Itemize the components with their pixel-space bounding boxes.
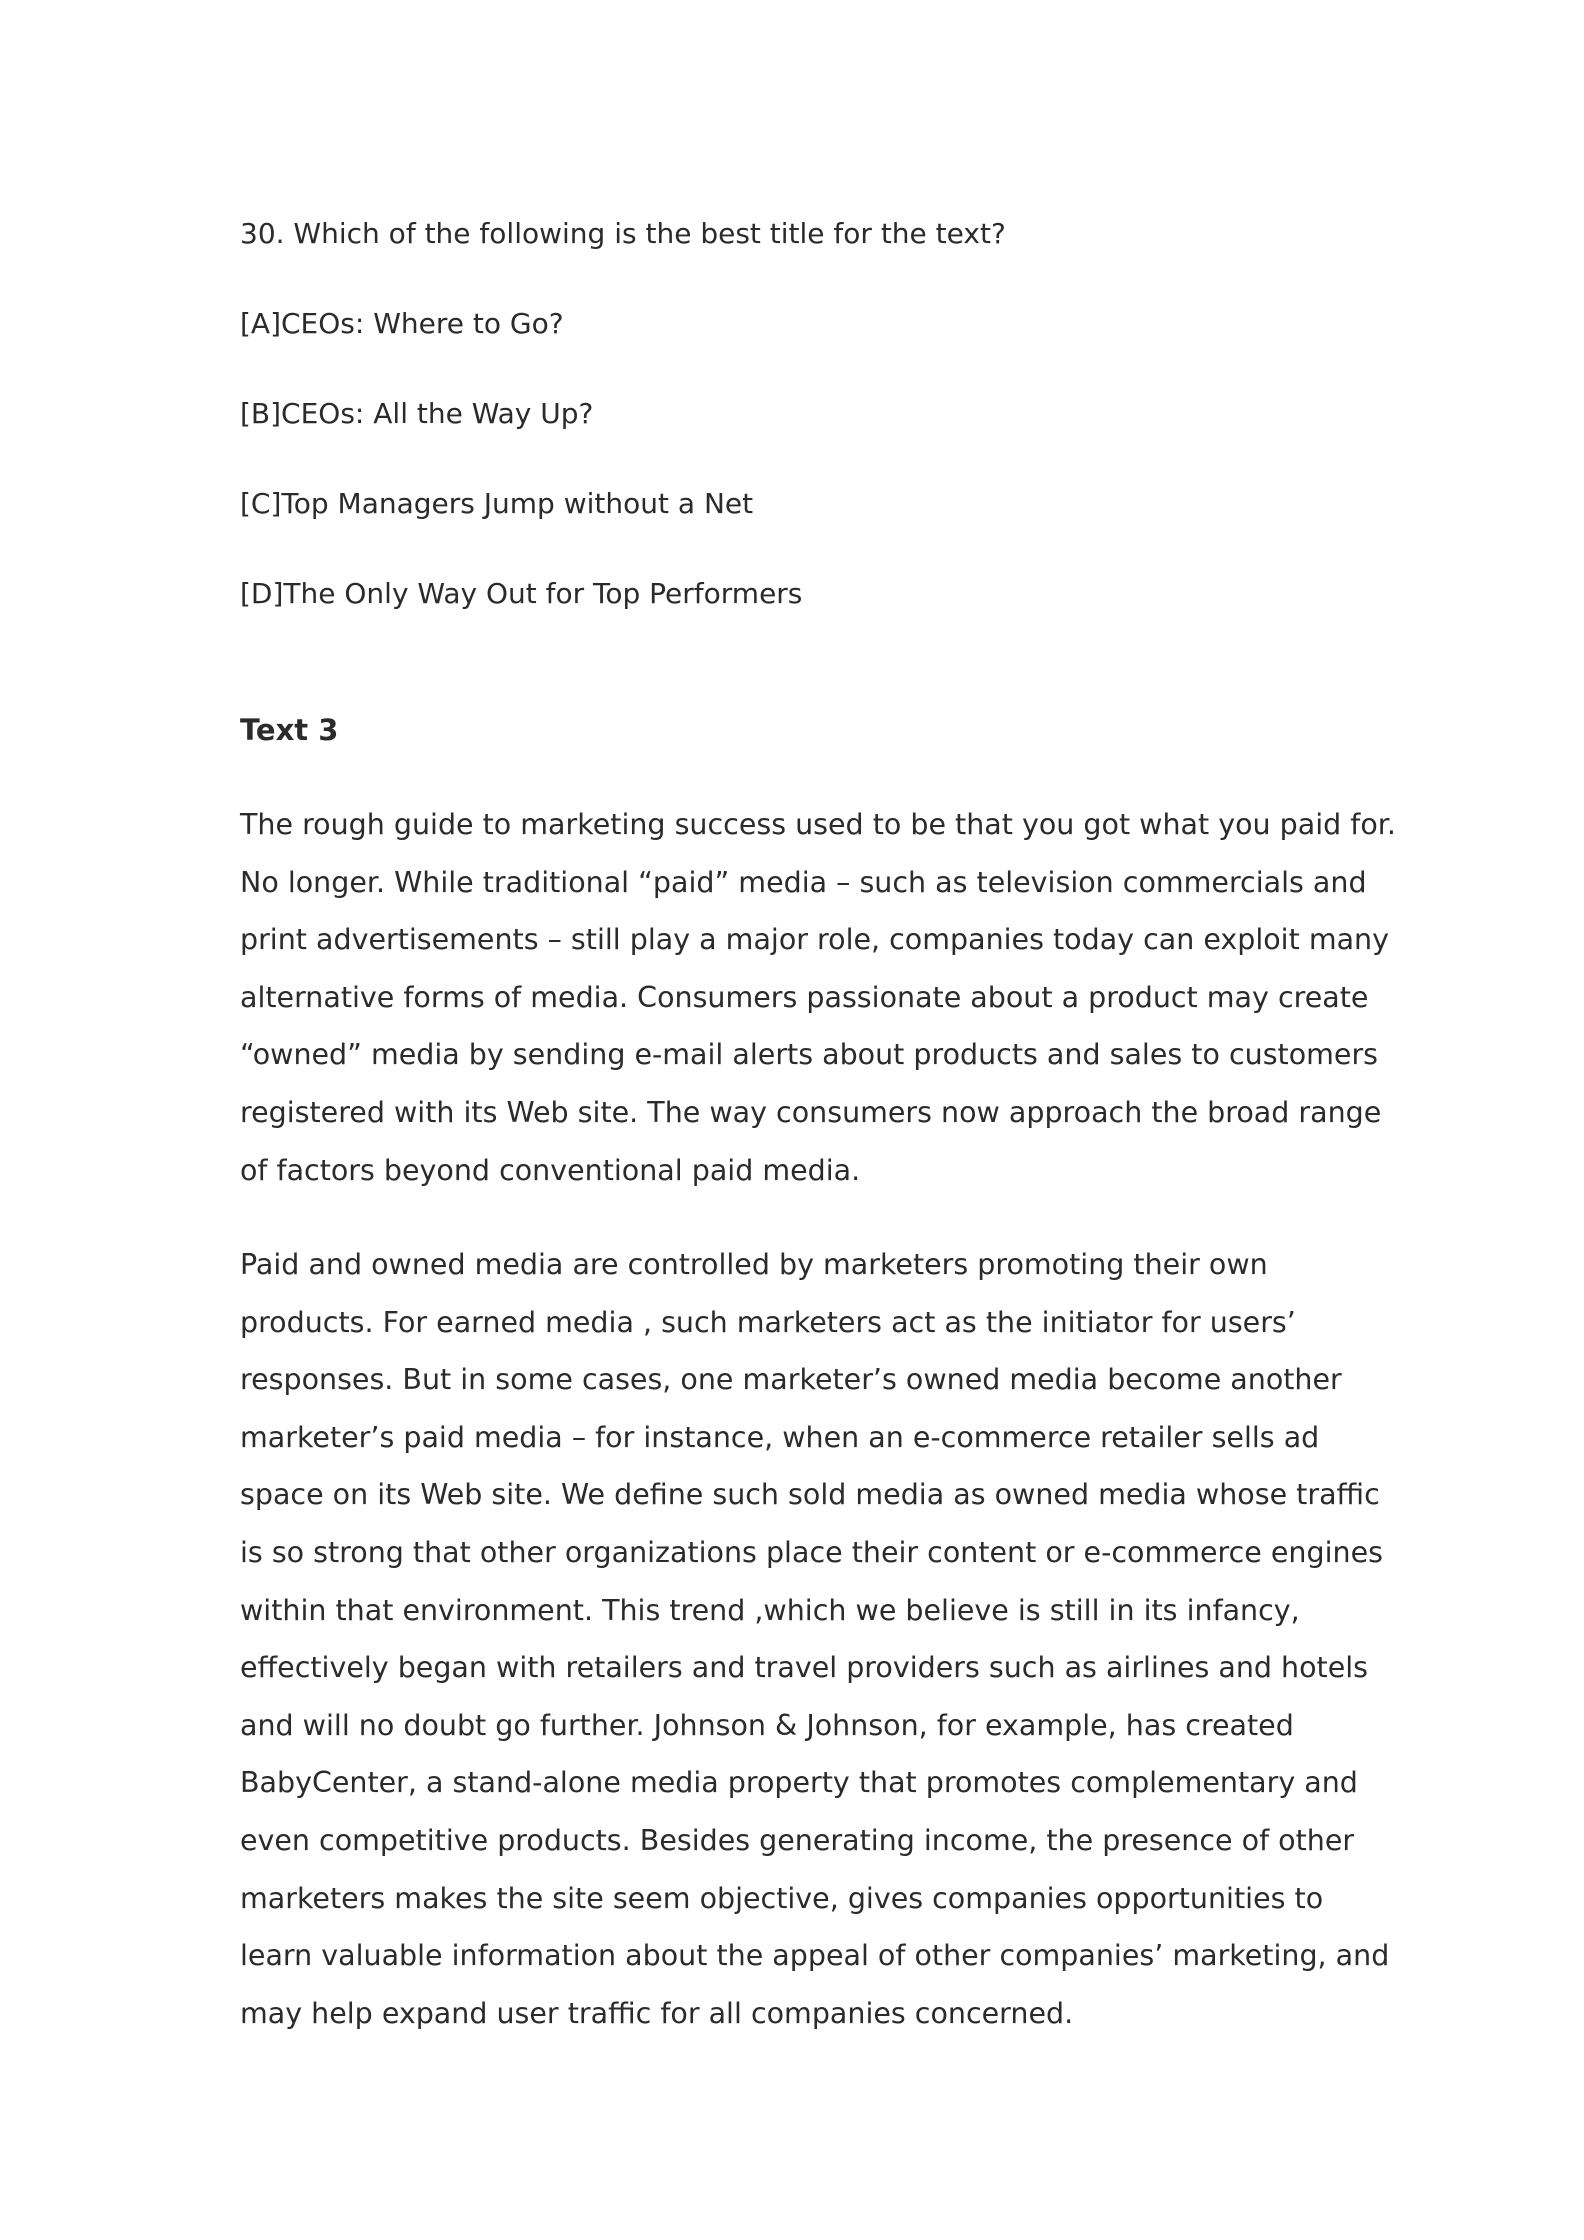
paragraph-line: space on its Web site. We define such sold media as owned media whose traffic xyxy=(240,1478,1380,1512)
paragraph-line: alternative forms of media. Consumers passionate about a product may create xyxy=(240,980,1369,1014)
paragraph-line: within that environment. This trend ,which we believe is still in its infancy, xyxy=(240,1593,1300,1627)
paragraph-line: The rough guide to marketing success used to be that you got what you paid for. xyxy=(240,808,1396,841)
section-heading: Text 3 xyxy=(240,713,339,747)
paragraph-line: marketer’s paid media – for instance, when an e-commerce retailer sells ad xyxy=(240,1420,1320,1454)
option-d: [D]The Only Way Out for Top Performers xyxy=(240,577,803,610)
paragraph-line: effectively began with retailers and travel providers such as airlines and hotels xyxy=(240,1651,1369,1685)
option-b: [B]CEOs: All the Way Up? xyxy=(240,397,594,430)
paragraph-line: and will no doubt go further. Johnson & Johnson, for example, has created xyxy=(240,1708,1294,1742)
paragraph-line: Paid and owned media are controlled by marketers promoting their own xyxy=(240,1248,1268,1281)
paragraph-line: responses. But in some cases, one marketer’s owned media become another xyxy=(240,1363,1342,1397)
paragraph-line: even competitive products. Besides generating income, the presence of other xyxy=(240,1823,1355,1857)
paragraph-1 xyxy=(240,796,1396,1199)
paragraph-line: marketers makes the site seem objective, gives companies opportunities to xyxy=(240,1881,1324,1915)
paragraph-line: “owned” media by sending e-mail alerts about products and sales to customers xyxy=(240,1038,1379,1072)
paragraph-line: registered with its Web site. The way consumers now approach the broad range xyxy=(240,1095,1382,1129)
paragraph-line: No longer. While traditional “paid” media – such as television commercials and xyxy=(240,865,1367,899)
paragraph-2 xyxy=(240,1236,1390,2042)
paragraph-line: may help expand user traffic for all companies concerned. xyxy=(240,1996,1074,2030)
paragraph-line: is so strong that other organizations place their content or e-commerce engines xyxy=(240,1535,1383,1569)
paragraph-line: of factors beyond conventional paid media. xyxy=(240,1153,861,1187)
paragraph-line: print advertisements – still play a major role, companies today can exploit many xyxy=(240,923,1389,957)
option-c: [C]Top Managers Jump without a Net xyxy=(240,487,754,520)
question-stem: 30. Which of the following is the best title for the text? xyxy=(240,217,1006,250)
option-a: [A]CEOs: Where to Go? xyxy=(240,307,564,340)
paragraph-line: BabyCenter, a stand-alone media property that promotes complementary and xyxy=(240,1766,1358,1800)
paragraph-line: products. For earned media , such marketers act as the initiator for users’ xyxy=(240,1305,1296,1339)
paragraph-line: learn valuable information about the appeal of other companies’ marketing, and xyxy=(240,1939,1390,1973)
